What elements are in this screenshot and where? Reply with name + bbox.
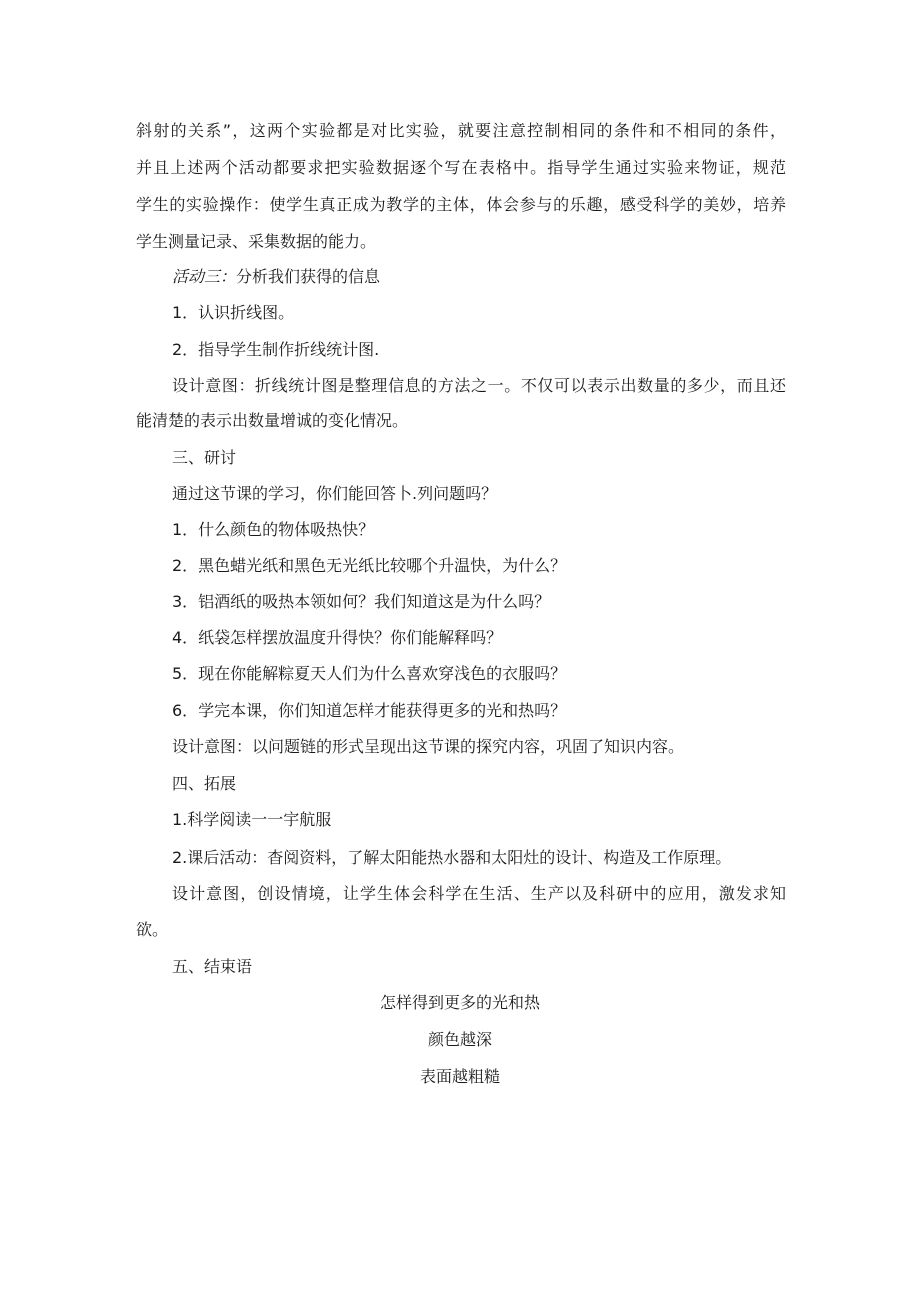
activity-title: 分析我们获得的信息: [236, 267, 381, 286]
section-heading: 五、结束语: [172, 957, 253, 976]
section-heading: 四、拓展: [172, 774, 237, 793]
board-title: 怎样得到更多的光和热: [379, 993, 540, 1012]
paragraph-line: 并且上述两个活动都要求把实验数据逐个写在表格中。指导学生通过实验来物证，规范: [136, 158, 786, 177]
design-line: 欲。: [136, 920, 169, 939]
list-item: 2.课后活动：杳阅资料，了解太阳能热水器和太阳灶的设计、构造及工作原理。: [172, 848, 732, 867]
question-item: 4．纸袋怎样摆放温度升得快？你们能解释吗？: [172, 628, 503, 647]
board-line: 表面越粗糙: [419, 1067, 500, 1086]
list-item: 2．指导学生制作折线统计图.: [172, 340, 380, 359]
design-line: 设计意图：以问题链的形式呈现出这节课的探究内容，巩固了知识内容。: [172, 737, 685, 756]
question-item: 6．学完本课，你们知道怎样才能获得更多的光和热吗？: [172, 701, 567, 720]
board-line: 颜色越深: [427, 1030, 492, 1049]
design-line: 设计意图，创设情境，让学生体会科学在生活、生产以及科研中的应用，激发求知: [172, 884, 786, 903]
question-item: 2．黑色蜡光纸和黑色无光纸比较哪个升温快，为什么？: [172, 556, 567, 575]
section-heading: 三、研讨: [172, 448, 237, 467]
design-line: 能清楚的表示出数量增诚的变化情况。: [136, 411, 409, 430]
list-item: 1．认识折线图。: [172, 303, 295, 322]
question-item: 5．现在你能解粽夏天人们为什么喜欢穿浅色的衣服吗？: [172, 664, 567, 683]
section-intro: 通过这节课的学习，你们能回答卜.列问题吗？: [172, 484, 498, 503]
list-item: 1.科学阅读一一宇航服: [172, 810, 332, 829]
activity-label: 活动三：: [172, 267, 237, 286]
paragraph-line: 学生测量记录、采集数据的能力。: [136, 232, 377, 251]
paragraph-line: 学生的实验操作：使学生真正成为教学的主体，体会参与的乐趣，感受科学的美妙，培养: [136, 195, 786, 214]
paragraph-line: 斜射的关系”，这两个实验都是对比实验，就要注意控制相同的条件和不相同的条件，: [136, 121, 786, 140]
design-line: 设计意图：折线统计图是整理信息的方法之一。不仅可以表示出数量的多少，而且还: [172, 376, 786, 395]
activity-heading: [172, 267, 380, 287]
question-item: 3．铝酒纸的吸热本领如何？我们知道这是为什么吗？: [172, 592, 551, 611]
question-item: 1．什么颜色的物体吸热快？: [172, 520, 375, 539]
